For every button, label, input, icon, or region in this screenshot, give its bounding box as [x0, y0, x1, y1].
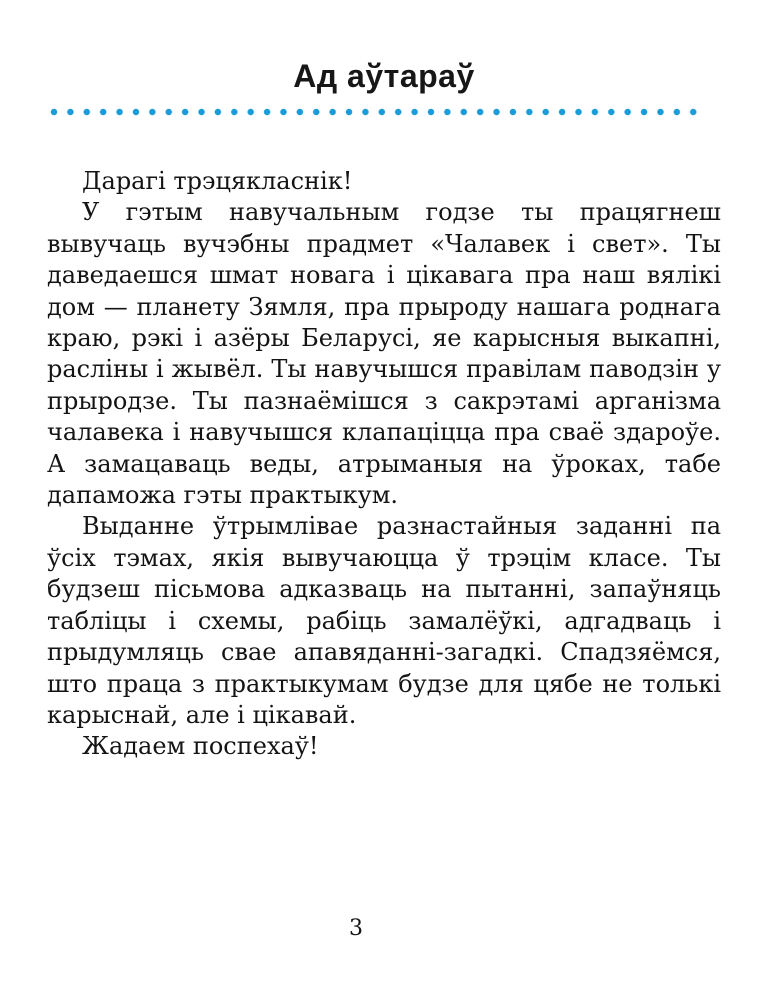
paragraph-intro: У гэтым навучальным годзе ты працягнеш вывучаць вучэбны прадмет «Чалавек і свет». Ты даведаешся шмат новага і цікавага пра наш вялікі дом — планету Зямля, пра прыроду нашага роднага краю, рэкі і азёры Беларусі, яе карысныя выкапні, расліны і жывёл. Ты навучышся правілам паводзін у прыродзе. Ты пазнаёмішся з сакрэтамі арганізма чалавека і навучышся клапаціцца пра сваё здароўе. А замацаваць веды, атрыманыя на ўроках, табе дапаможа гэты практыкум.: [47, 198, 721, 510]
paragraph-greeting: Дарагі трэцякласнік!: [82, 167, 353, 195]
dotted-divider: [50, 107, 698, 117]
paragraph-contents: Выданне ўтрымлівае разнастайныя заданні па ўсіх тэмах, якія вывучаюцца ў трэцім класе. Ты будзеш пісьмова адказваць на пытанні, запаўняць табліцы і схемы, рабіць замалёўкі, адгадваць і прыдумляць свае апавяданні-загадкі. Спадзяёмся, што праца з практыкумам будзе для цябе не толькі карыснай, але і цікавай.: [47, 512, 721, 729]
body-text: [47, 166, 721, 763]
page-number: 3: [349, 916, 363, 941]
page-title: Ад аўтараў: [293, 58, 475, 94]
paragraph-wish: Жадаем поспехаў!: [82, 732, 319, 761]
